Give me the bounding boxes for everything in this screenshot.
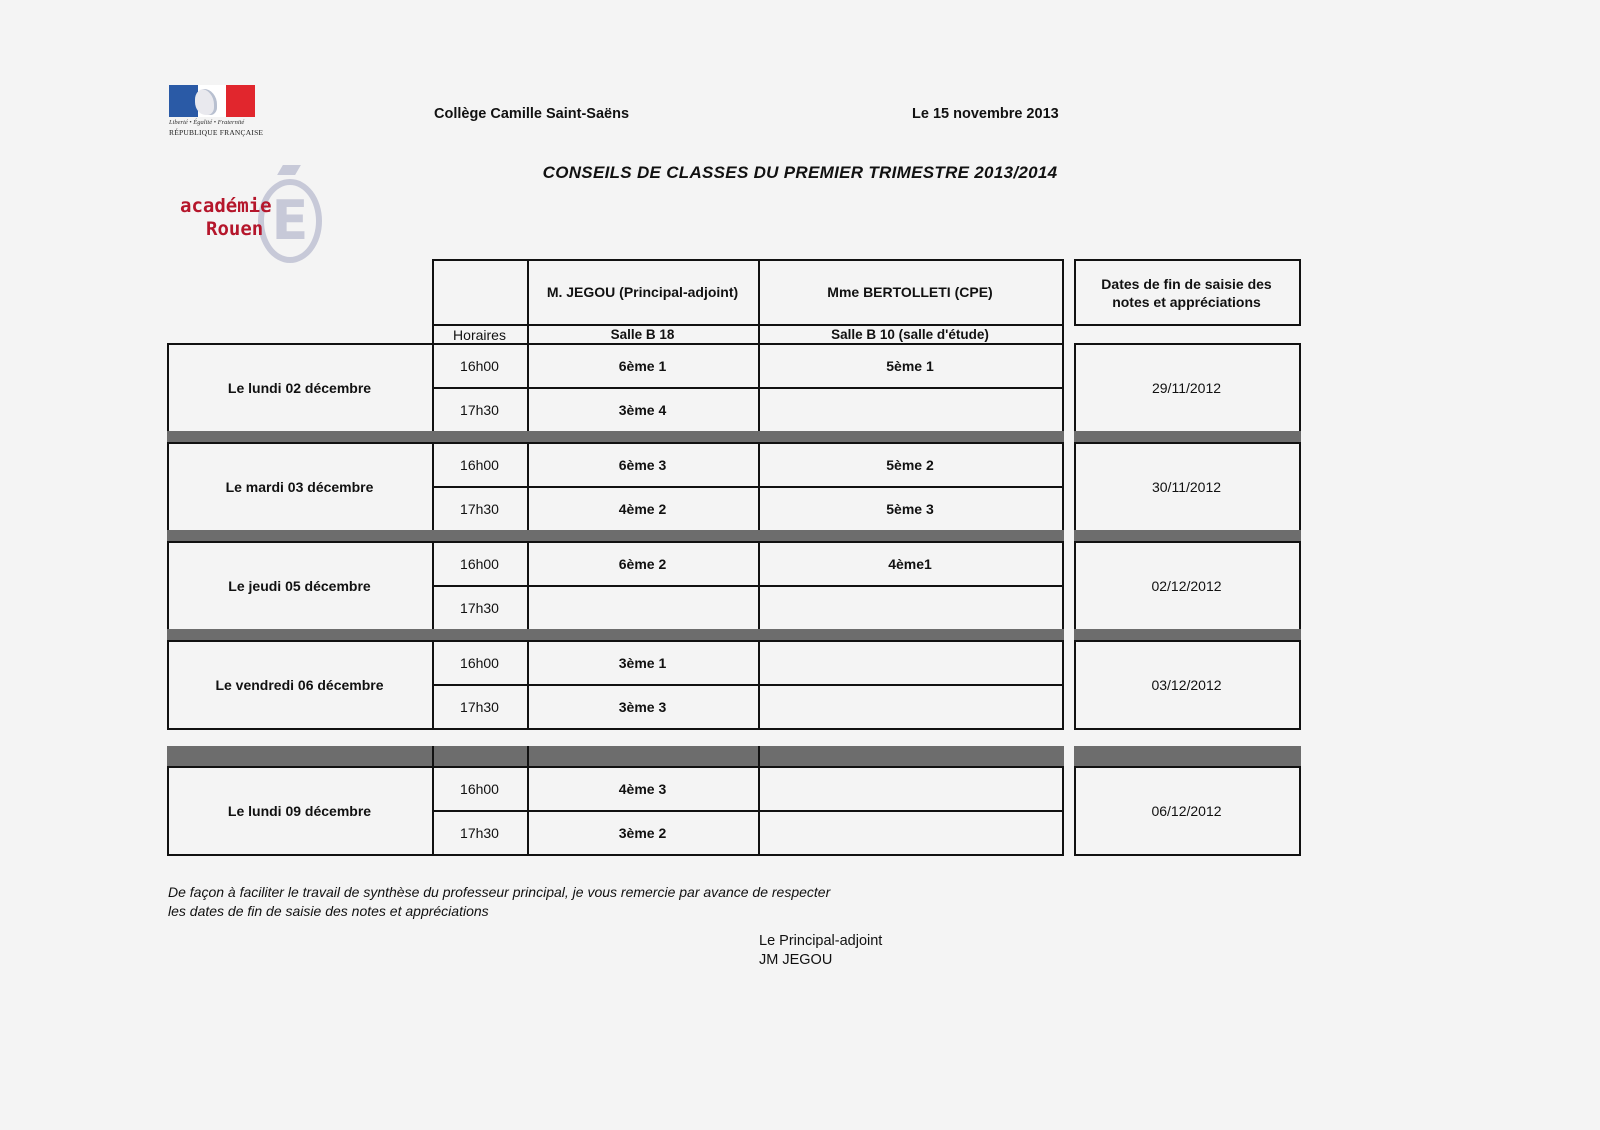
deadline-date: 03/12/2012 <box>1151 677 1222 693</box>
signature-role: Le Principal-adjoint <box>759 933 883 949</box>
slot-class-jegou: 3ème 3 <box>618 699 667 715</box>
slot-time: 17h30 <box>460 825 499 841</box>
day-label: Le jeudi 05 décembre <box>228 578 371 594</box>
table-separator <box>167 530 1064 541</box>
table-border <box>432 746 434 766</box>
table-border <box>167 728 1064 730</box>
deadline-date: 02/12/2012 <box>1151 578 1222 594</box>
slot-class-bertolleti: 5ème 3 <box>886 501 934 517</box>
day-label: Le lundi 09 décembre <box>227 803 372 819</box>
table-border <box>1062 640 1064 730</box>
slot-class-bertolleti <box>758 686 1062 728</box>
table-border <box>758 746 760 766</box>
table-border <box>527 746 529 766</box>
table-separator <box>1074 629 1301 640</box>
slot-class-bertolleti: 5ème 2 <box>886 457 934 473</box>
table-separator <box>1074 530 1301 541</box>
academie-city: Rouen <box>206 218 264 240</box>
republique-motto: Liberté • Égalité • Fraternité <box>169 119 245 126</box>
slot-class-bertolleti: 4ème1 <box>888 556 932 572</box>
slot-time: 16h00 <box>460 457 499 473</box>
slot-time: 17h30 <box>460 501 499 517</box>
table-border <box>1299 259 1301 326</box>
table-border <box>167 854 1064 856</box>
table-border <box>1074 728 1301 730</box>
deadline-header-line: Dates de fin de saisie des <box>1101 275 1272 292</box>
slot-time: 16h00 <box>460 556 499 572</box>
instruction-line-2: les dates de fin de saisie des notes et appréciations <box>168 903 489 919</box>
table-border <box>1062 259 1064 343</box>
table-border <box>1299 442 1301 532</box>
instruction-line-1: De façon à faciliter le travail de synthèse du professeur principal, je vous remercie par avance de respecter <box>168 884 831 900</box>
table-border <box>1074 324 1301 326</box>
table-separator <box>1074 431 1301 442</box>
academie-e-icon: E <box>258 179 322 263</box>
slot-class-jegou: 3ème 4 <box>618 402 667 418</box>
day-label: Le mardi 03 décembre <box>225 479 374 495</box>
slot-class-bertolleti: 5ème 1 <box>886 358 934 374</box>
page-title: CONSEILS DE CLASSES DU PREMIER TRIMESTRE 2013/2014 <box>542 163 1058 182</box>
table-border <box>1299 766 1301 856</box>
school-name: Collège Camille Saint-Saëns <box>434 106 630 122</box>
slot-class-jegou: 6ème 3 <box>618 457 667 473</box>
table-border <box>1074 854 1301 856</box>
signature <box>759 932 882 970</box>
table-separator <box>167 629 1064 640</box>
slot-class-jegou: 6ème 2 <box>618 556 667 572</box>
slot-class-jegou: 4ème 2 <box>618 501 667 517</box>
column-header-horaires: Horaires <box>453 326 506 343</box>
slot-class-jegou: 6ème 1 <box>618 358 667 374</box>
slot-time: 17h30 <box>460 402 499 418</box>
table-border <box>1299 541 1301 631</box>
instruction-note <box>168 883 830 921</box>
column-header-deadline <box>1074 261 1299 324</box>
table-border <box>1062 442 1064 532</box>
table-border <box>1062 541 1064 631</box>
document-date: Le 15 novembre 2013 <box>912 106 1059 122</box>
table-separator <box>167 431 1064 442</box>
column-header-jegou: M. JEGOU (Principal-adjoint) <box>546 283 739 300</box>
slot-class-bertolleti <box>758 642 1062 684</box>
column-header-bertolleti-room: Salle B 10 (salle d'étude) <box>831 327 989 342</box>
republique-francaise-logo <box>169 85 264 137</box>
column-header-bertolleti: Mme BERTOLLETI (CPE) <box>827 283 993 300</box>
academie-label: académie <box>180 195 272 217</box>
slot-class-bertolleti <box>758 389 1062 431</box>
slot-time: 17h30 <box>460 600 499 616</box>
slot-class-jegou <box>527 587 758 629</box>
table-border <box>1299 640 1301 730</box>
table-separator <box>1074 746 1301 766</box>
slot-time: 17h30 <box>460 699 499 715</box>
day-label: Le vendredi 06 décembre <box>215 677 384 693</box>
signature-name: JM JEGOU <box>759 952 833 968</box>
slot-class-bertolleti <box>758 587 1062 629</box>
deadline-date: 29/11/2012 <box>1151 380 1222 396</box>
table-border <box>1299 343 1301 433</box>
deadline-date: 06/12/2012 <box>1151 803 1222 819</box>
table-border <box>1062 343 1064 433</box>
slot-class-bertolleti <box>758 812 1062 854</box>
slot-class-jegou: 3ème 1 <box>618 655 667 671</box>
column-header-jegou-room: Salle B 18 <box>610 327 675 342</box>
slot-class-jegou: 3ème 2 <box>618 825 667 841</box>
marianne-flag-icon <box>169 85 255 117</box>
deadline-date: 30/11/2012 <box>1151 479 1222 495</box>
slot-class-jegou: 4ème 3 <box>618 781 667 797</box>
republique-label: RÉPUBLIQUE FRANÇAISE <box>169 128 264 137</box>
day-label: Le lundi 02 décembre <box>227 380 372 396</box>
slot-time: 16h00 <box>460 655 499 671</box>
slot-time: 16h00 <box>460 781 499 797</box>
slot-class-bertolleti <box>758 768 1062 810</box>
slot-time: 16h00 <box>460 358 499 374</box>
table-separator <box>167 746 1064 766</box>
table-border <box>1062 766 1064 856</box>
deadline-header-line: notes et appréciations <box>1112 293 1261 310</box>
